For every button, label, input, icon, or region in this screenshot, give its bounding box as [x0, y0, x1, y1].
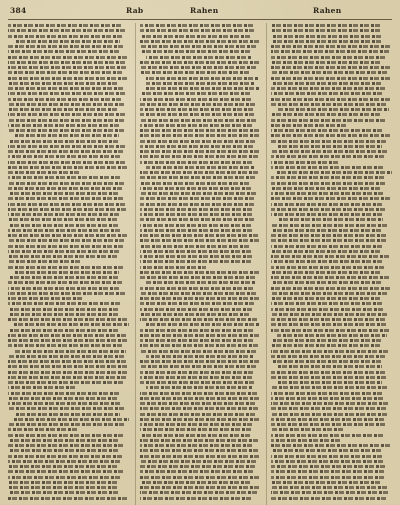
column-left [8, 23, 129, 505]
left-headword: Rab [126, 6, 144, 15]
text-line [140, 496, 261, 501]
text-line [271, 496, 392, 501]
text-columns [8, 23, 392, 505]
header-rule [8, 19, 392, 20]
column-right [266, 23, 392, 505]
page-number: 384 [10, 6, 27, 15]
running-head [8, 6, 392, 18]
right-headword: Rahen [313, 6, 342, 15]
column-middle [135, 23, 261, 505]
text-line [8, 496, 129, 501]
middle-headword: Rahen [190, 6, 219, 15]
